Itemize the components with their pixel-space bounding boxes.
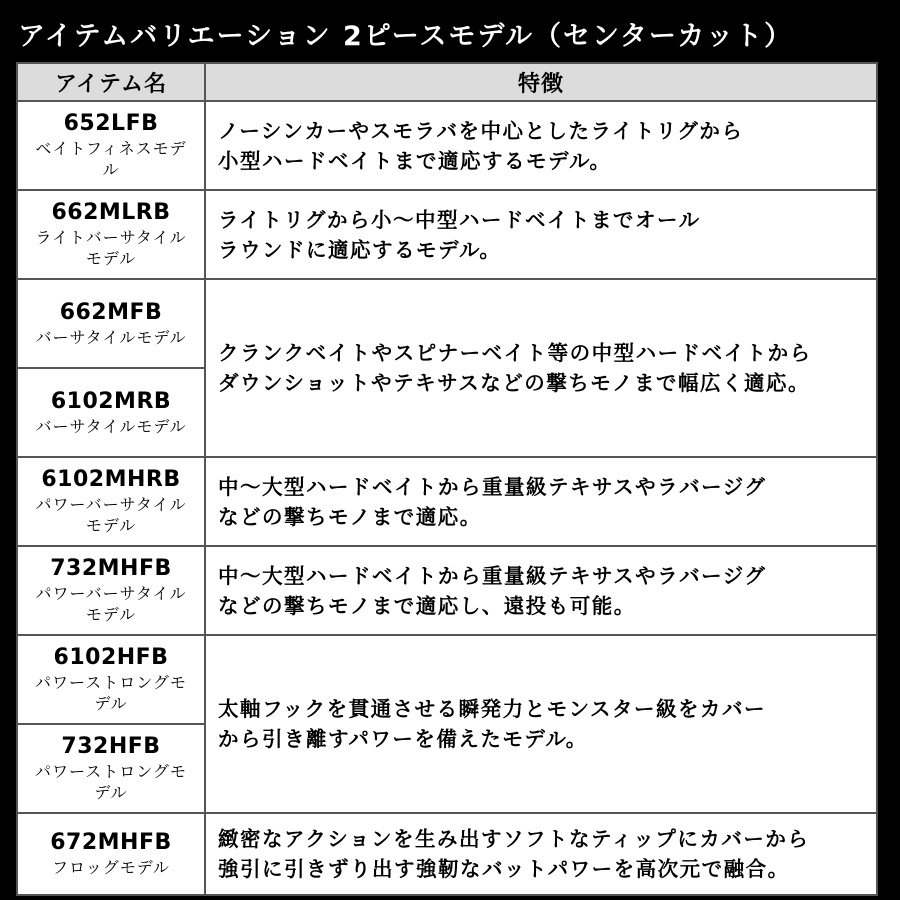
item-code: 662MLRB — [51, 200, 171, 225]
feature-cell — [205, 813, 877, 895]
feature-cell — [205, 190, 877, 279]
feature-cell — [205, 546, 877, 635]
feature-cell — [205, 635, 877, 813]
feature-line: ダウンショットやテキサスなどの撃ちモノまで幅広く適応。 — [218, 371, 811, 395]
item-code: 732MHFB — [50, 556, 172, 581]
feature-line: 太軸フックを貫通させる瞬発力とモンスター級をカバー — [218, 697, 766, 721]
feature-line: 小型ハードベイトまで適応するモデル。 — [218, 148, 612, 173]
feature-line: ラウンドに適応するモデル。 — [218, 237, 502, 262]
item-type: ベイトフィネスモデル — [35, 139, 187, 179]
feature-cell — [205, 101, 877, 190]
table-header-row — [17, 63, 877, 101]
table-row — [17, 635, 877, 724]
item-type: バーサタイルモデル — [35, 416, 187, 436]
page-title: アイテムバリエーション 2ピースモデル（センターカット） — [18, 21, 794, 52]
item-type: パワーストロングモデル — [35, 762, 187, 802]
feature-cell — [205, 457, 877, 546]
item-name-cell — [17, 190, 205, 279]
item-code: 732HFB — [61, 734, 161, 759]
table-row — [17, 546, 877, 635]
item-type: パワーストロングモデル — [35, 673, 187, 713]
feature-line: 中〜大型ハードベイトから重量級テキサスやラバージグ — [218, 474, 767, 499]
item-name-cell — [17, 724, 205, 813]
header-feature: 特徴 — [205, 63, 877, 101]
feature-line: などの撃ちモノまで適応。 — [218, 504, 482, 529]
feature-line: などの撃ちモノまで適応し、遠投も可能。 — [218, 593, 636, 618]
item-name-cell — [17, 457, 205, 546]
item-name-cell — [17, 546, 205, 635]
table-row — [17, 101, 877, 190]
item-type: パワーバーサタイルモデル — [35, 495, 187, 535]
header-item-name: アイテム名 — [17, 63, 205, 101]
item-name-cell — [17, 279, 205, 368]
item-code: 6102MHRB — [41, 467, 181, 492]
item-name-cell — [17, 101, 205, 190]
item-code: 6102HFB — [53, 645, 169, 670]
table-row — [17, 279, 877, 368]
table-row — [17, 190, 877, 279]
feature-line: から引き離すパワーを備えたモデル。 — [218, 727, 588, 751]
feature-cell — [205, 279, 877, 457]
item-type: バーサタイルモデル — [35, 327, 187, 347]
item-code: 652LFB — [63, 111, 159, 136]
feature-line: クランクベイトやスピナーベイト等の中型ハードベイトから — [218, 341, 812, 365]
feature-line: 強引に引きずり出す強靭なバットパワーを高次元で融合。 — [218, 857, 790, 881]
table-row — [17, 813, 877, 895]
item-type: パワーバーサタイルモデル — [35, 584, 187, 624]
feature-line: 中〜大型ハードベイトから重量級テキサスやラバージグ — [218, 563, 767, 588]
table-row — [17, 457, 877, 546]
item-type: フロッグモデル — [52, 858, 170, 877]
item-name-cell — [17, 635, 205, 724]
item-variation-table — [16, 62, 878, 892]
item-code: 672MHFB — [50, 830, 172, 855]
feature-line: ノーシンカーやスモラバを中心としたライトリグから — [218, 118, 744, 143]
feature-line: ライトリグから小〜中型ハードベイトまでオール — [218, 207, 701, 232]
item-name-cell — [17, 813, 205, 895]
item-name-cell — [17, 368, 205, 457]
item-code: 662MFB — [59, 299, 163, 325]
item-code: 6102MRB — [50, 388, 172, 414]
feature-line: 緻密なアクションを生み出すソフトなティップにカバーから — [218, 827, 810, 851]
item-type: ライトバーサタイルモデル — [35, 228, 187, 268]
